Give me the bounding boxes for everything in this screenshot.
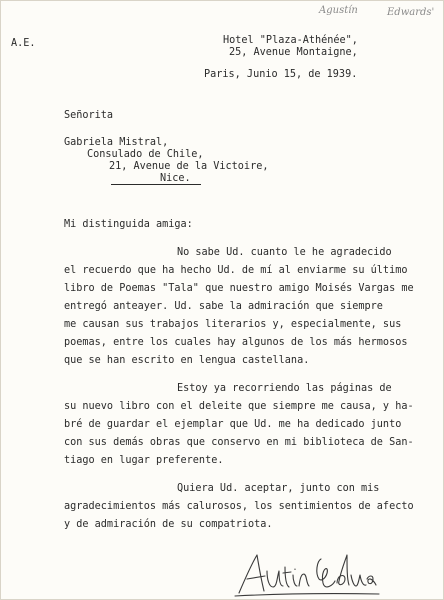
body-line: el recuerdo que ha hecho Ud. de mí al enviarme su último [64,265,408,276]
body-line: Estoy ya recorriendo las páginas de [177,383,392,394]
body-line: su nuevo libro con el deleite que siempre me causa, y ha- [64,401,414,412]
handwritten-signature [233,549,383,599]
body-line: entregó anteayer. Ud. sabe la admiración que siempre [64,301,383,312]
body-line: agradecimientos más calurosos, los sentimientos de afecto [64,501,414,512]
body-line: libro de Poemas "Tala" que nuestro amigo Moisés Vargas me [64,283,414,294]
recipient-city: Nice. [160,173,191,184]
recipient-salutation-title: Señorita [64,110,114,121]
body-line: Quiera Ud. aceptar, junto con mis [177,483,380,494]
body-line: me causan sus trabajos literarios y, especialmente, sus [64,319,402,330]
recipient-street: 21, Avenue de la Victoire, [109,161,269,172]
sender-initials: A.E. [11,38,36,49]
date-line: Paris, Junio 15, de 1939. [204,69,358,80]
body-line: poemas, entre los cuales hay algunos de los más hermosos [64,337,408,348]
hotel-name: Hotel "Plaza-Athénée", [223,35,358,46]
handwritten-name-annotation-first: Agustín [319,5,358,16]
body-line: que se han escrito en lengua castellana. [64,355,310,366]
body-line: con sus demás obras que conservo en mi biblioteca de San- [64,437,414,448]
greeting: Mi distinguida amiga: [64,219,193,230]
body-line: No sabe Ud. cuanto le he agradecido [177,247,392,258]
body-line: tiago en lugar preferente. [64,455,224,466]
hotel-address: 25, Avenue Montaigne, [229,47,358,58]
recipient-name: Gabriela Mistral, [64,137,169,148]
body-line: bré de guardar el ejemplar que Ud. me ha dedicado junto [64,419,402,430]
body-line: y de admiración de su compatriota. [64,519,273,530]
handwritten-name-annotation-last: Edwards' [387,7,435,18]
recipient-office: Consulado de Chile, [87,149,204,160]
recipient-city-underline [111,184,201,185]
